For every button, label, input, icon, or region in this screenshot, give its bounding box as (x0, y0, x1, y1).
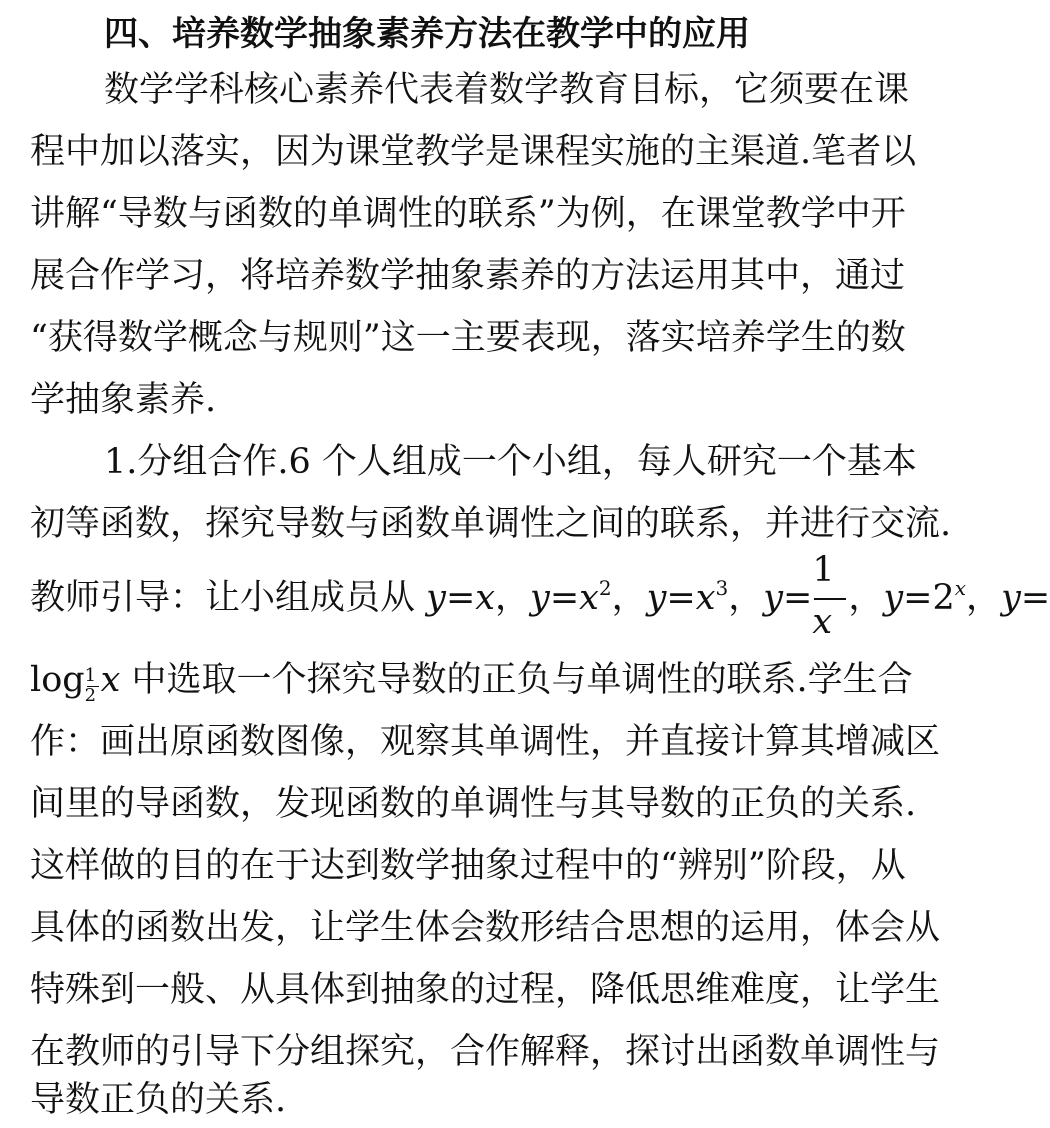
formula-y-equals-x-cubed: $y=x^3$ (646, 576, 729, 618)
formula-y-equals-x: y=x (426, 578, 496, 618)
log-line-rest: 中选取一个探究导数的正负与单调性的联系.学生合 (120, 660, 913, 700)
paragraph-line: 初等函数，探究导数与函数单调性之间的联系，并进行交流. (30, 504, 952, 544)
paragraph-line: 这样做的目的在于达到数学抽象过程中的“辨别”阶段，从 (30, 846, 906, 886)
comma: ， (611, 578, 647, 618)
paragraph-line: 在教师的引导下分组探究，合作解释，探讨出函数单调性与 (30, 1032, 941, 1072)
comma: ， (966, 578, 1002, 618)
paragraph-line: 导数正负的关系. (30, 1080, 287, 1120)
paragraph-line: 展合作学习，将培养数学抽象素养的方法运用其中，通过 (30, 256, 906, 296)
paragraph-line: 讲解“导数与函数的单调性的联系”为例，在课堂教学中开 (30, 194, 906, 234)
formula-y-equals-two-pow-x: $y=2^x$ (883, 576, 967, 618)
log-formula-line (30, 652, 913, 708)
paragraph-line: 1.分组合作.6 个人组成一个小组，每人研究一个基本 (104, 442, 917, 482)
paragraph-line: 特殊到一般、从具体到抽象的过程，降低思维难度，让学生 (30, 970, 941, 1010)
comma: ， (728, 578, 764, 618)
formula-prefix: 教师引导：让小组成员从 (30, 578, 416, 618)
paragraph-line: 数学学科核心素养代表着数学教育目标，它须要在课 (104, 70, 910, 110)
paragraph-line: 间里的导函数，发现函数的单调性与其导数的正负的关系. (30, 784, 917, 824)
paragraph-line: 作：画出原函数图像，观察其单调性，并直接计算其增减区 (30, 722, 941, 762)
formula-y-equals-log: y= (1001, 578, 1050, 618)
comma: ， (848, 578, 884, 618)
comma: ， (495, 578, 531, 618)
paragraph-line: 程中加以落实，因为课堂教学是课程实施的主渠道.笔者以 (30, 132, 917, 172)
section-heading: 四、培养数学抽象素养方法在教学中的应用 (104, 14, 750, 54)
paragraph-line: 学抽象素养. (30, 380, 217, 420)
formula-line (30, 549, 1050, 642)
log-function: log $\frac{1}{2}$ x (30, 660, 121, 706)
log-base-fraction: $\frac{1}{2}$ (85, 665, 101, 705)
paragraph-line: 具体的函数出发，让学生体会数形结合思想的运用，体会从 (30, 908, 941, 948)
paragraph-line: “获得数学概念与规则”这一主要表现，落实培养学生的数 (30, 318, 906, 358)
formula-y-equals-x-squared: $y=x^2$ (530, 576, 612, 618)
formula-y-equals-one-over-x: y= $\frac{1}{x}$ (763, 578, 848, 618)
